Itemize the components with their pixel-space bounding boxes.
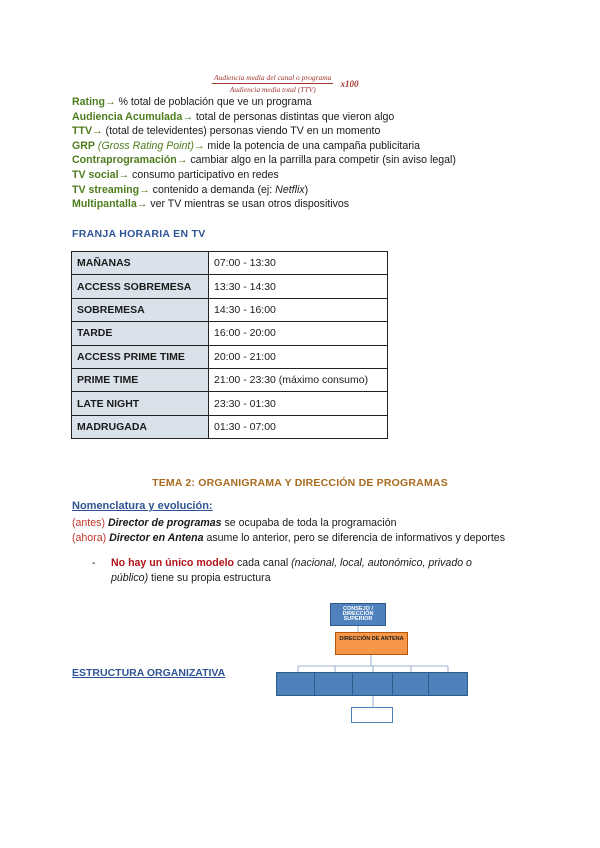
table-row xyxy=(72,298,388,321)
antes-label: (antes) xyxy=(72,517,105,529)
definition-term: Audiencia Acumulada xyxy=(72,110,183,123)
slot-name-cell: PRIME TIME xyxy=(72,368,209,391)
formula-numerator: Audiencia media del canal o programa xyxy=(214,73,332,82)
arrow-icon: → xyxy=(182,110,193,123)
definition-item xyxy=(72,153,456,168)
org-box-leaf xyxy=(428,672,468,696)
definition-term-note: (Gross Rating Point) xyxy=(94,139,194,152)
definition-text: % total de población que ve un programa xyxy=(115,96,312,108)
formula-denominator: Audiencia media total (TTV) xyxy=(229,85,316,94)
definition-item xyxy=(72,183,456,198)
org-box-consejo: CONSEJO / DIRECCIÓN SUPERIOR xyxy=(330,603,386,626)
arrow-icon: → xyxy=(139,183,150,196)
slot-name-cell: MAÑANAS xyxy=(72,252,209,275)
slot-name-cell: ACCESS SOBREMESA xyxy=(72,275,209,298)
slot-hours-cell: 07:00 - 13:30 xyxy=(209,252,388,275)
definition-text: contenido a demanda (ej: xyxy=(149,183,276,196)
bullet-text2: tiene su propia estructura xyxy=(148,572,271,584)
definition-text: consumo participativo en redes xyxy=(129,168,279,181)
definition-item xyxy=(72,110,456,125)
table-row xyxy=(72,322,388,345)
slot-name-cell: LATE NIGHT xyxy=(72,392,209,415)
ahora-text: asume lo anterior, pero se diferencia de informativos y deportes xyxy=(203,532,505,544)
bullet-italic: (nacional, local, autonómico, privado o público) xyxy=(111,557,472,584)
table-row xyxy=(72,252,388,275)
definitions-list xyxy=(72,95,456,212)
tema-title: TEMA 2: ORGANIGRAMA Y DIRECCIÓN DE PROGRAMAS xyxy=(152,477,448,489)
ahora-role: Director en Antena xyxy=(109,532,204,544)
bullet-text xyxy=(111,556,511,586)
slot-name-cell: TARDE xyxy=(72,322,209,345)
bullet-dash: - xyxy=(92,557,96,569)
ahora-line xyxy=(72,531,505,546)
table-row xyxy=(72,368,388,391)
arrow-icon: → xyxy=(136,198,148,211)
arrow-icon: → xyxy=(118,168,130,181)
arrow-icon: → xyxy=(92,125,103,138)
slot-name-cell: ACCESS PRIME TIME xyxy=(72,345,209,368)
org-box-leaf xyxy=(392,672,430,696)
definition-text: ver TV mientras se usan otros dispositivos xyxy=(147,198,350,211)
definition-item xyxy=(72,197,456,212)
antes-role: Director de programas xyxy=(107,517,222,529)
bullet-bold: No hay un único modelo xyxy=(111,557,235,569)
definition-term: Rating xyxy=(72,96,105,108)
org-box-sub xyxy=(351,707,393,723)
table-row xyxy=(72,392,388,415)
definition-item xyxy=(72,95,456,110)
bullet-text1: cada canal xyxy=(234,557,292,569)
slot-hours-cell: 14:30 - 16:00 xyxy=(209,298,388,321)
definition-tail: ) xyxy=(304,183,309,196)
org-box-leaf xyxy=(276,672,318,696)
slot-hours-cell: 23:30 - 01:30 xyxy=(209,392,388,415)
definition-term: Multipantalla xyxy=(72,198,137,211)
definition-text: cambiar algo en la parrilla para competir (sin aviso legal) xyxy=(187,154,456,167)
slot-name-cell: SOBREMESA xyxy=(72,298,209,321)
definition-text: mide la potencia de una campaña publicitaria xyxy=(204,139,421,152)
definition-example: Netflix xyxy=(275,183,305,196)
definition-text: (total de televidentes) personas viendo TV en un momento xyxy=(102,125,381,138)
definition-item xyxy=(72,124,456,139)
definition-item xyxy=(72,168,456,183)
org-box-direccion-antena: DIRECCIÓN DE ANTENA xyxy=(335,632,408,655)
definition-term: GRP xyxy=(72,139,95,152)
definition-term: Contraprogramación xyxy=(72,154,177,167)
arrow-icon: → xyxy=(176,154,188,167)
nomenclatura-lines xyxy=(72,516,505,546)
nomenclatura-heading: Nomenclatura y evolución: xyxy=(72,500,213,512)
ahora-label: (ahora) xyxy=(72,532,107,544)
slot-hours-cell: 13:30 - 14:30 xyxy=(209,275,388,298)
slot-hours-cell: 16:00 - 20:00 xyxy=(209,322,388,345)
estructura-heading: ESTRUCTURA ORGANIZATIVA xyxy=(72,667,226,679)
antes-line xyxy=(72,516,505,531)
audience-share-formula xyxy=(212,73,412,94)
definition-item xyxy=(72,139,456,154)
arrow-icon: → xyxy=(193,139,205,152)
table-row xyxy=(72,345,388,368)
definition-term: TV social xyxy=(72,168,119,181)
org-box-leaf xyxy=(352,672,394,696)
org-box-leaf xyxy=(314,672,356,696)
antes-text: se ocupaba de toda la programación xyxy=(221,517,397,529)
time-slots-table xyxy=(71,251,388,439)
definition-term: TTV xyxy=(72,125,93,138)
franja-heading: FRANJA HORARIA EN TV xyxy=(72,228,206,240)
slot-name-cell: MADRUGADA xyxy=(72,415,209,438)
slot-hours-cell: 21:00 - 23:30 (máximo consumo) xyxy=(209,368,388,391)
formula-fraction xyxy=(212,73,333,94)
definition-text: total de personas distintas que vieron algo xyxy=(192,110,395,123)
slot-hours-cell: 01:30 - 07:00 xyxy=(209,415,388,438)
definition-term: TV streaming xyxy=(72,183,140,196)
formula-multiplier: x100 xyxy=(340,78,359,89)
table-row xyxy=(72,415,388,438)
arrow-icon: → xyxy=(104,96,116,108)
slot-hours-cell: 20:00 - 21:00 xyxy=(209,345,388,368)
table-row xyxy=(72,275,388,298)
